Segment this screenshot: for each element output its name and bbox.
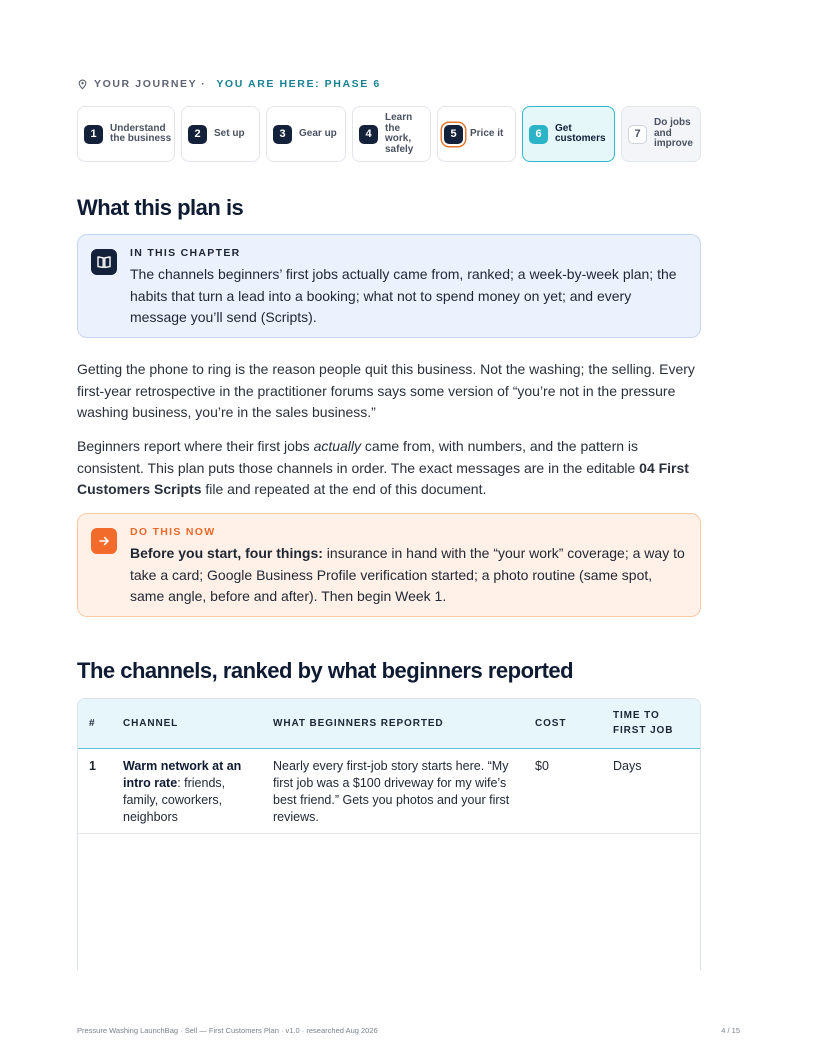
phase-label: Price it	[470, 127, 504, 139]
action-callout	[77, 513, 701, 617]
paragraph-text: file and repeated at the end of this document.	[201, 481, 487, 497]
chapter-callout	[77, 234, 701, 338]
section-heading-channels: The channels, ranked by what beginners reported	[77, 658, 574, 683]
phase-number: 3	[273, 125, 292, 144]
phase-number: 7	[628, 125, 647, 144]
phase-step-7[interactable]	[621, 106, 701, 162]
cell-rank: 1	[89, 759, 96, 773]
journey-separator: ·	[201, 78, 207, 90]
phase-label: Understand the business	[110, 122, 172, 144]
channels-table	[77, 698, 701, 970]
phase-number: 4	[359, 125, 378, 144]
phase-number: 1	[84, 125, 103, 144]
intro-paragraph: Getting the phone to ring is the reason people quit this business. Not the washing; the selling. Every first-year retrospective in the practitioner forums says some version of “you’re not in the pressure washing business, you’re in the sales business.”	[77, 361, 695, 420]
journey-current-phase: YOU ARE HERE: PHASE 6	[216, 78, 381, 90]
phase-step-5[interactable]	[437, 106, 516, 162]
callout-text: insurance in hand with the “your work” coverage; a way to take a card; Google Business Profile verification started; a photo routine (same spot, same angle, before and after). Then begin Week 1.	[130, 545, 685, 604]
phase-stepper	[77, 106, 701, 164]
callout-lead: Before you start, four things:	[130, 545, 323, 561]
phase-number: 2	[188, 125, 207, 144]
phase-label: Get customers	[555, 122, 606, 144]
phase-label: Learn the work, safely	[385, 112, 414, 155]
callout-body: The channels beginners’ first jobs actually came from, ranked; a week-by-week plan; the habits that turn a lead into a booking; what not to spend money on yet; and every message you’ll send (Scripts).	[130, 266, 677, 325]
phase-step-2[interactable]	[181, 106, 260, 162]
callout-title: DO THIS NOW	[130, 526, 216, 538]
phase-label: Do jobs and improve	[654, 117, 693, 150]
column-header-cost: COST	[535, 718, 567, 729]
column-header-reported: WHAT BEGINNERS REPORTED	[273, 718, 444, 729]
phase-number: 5	[444, 125, 463, 144]
book-icon	[91, 249, 117, 275]
paragraph-text: Beginners report where their first jobs	[77, 438, 314, 454]
table-row	[78, 749, 700, 834]
journey-title: YOUR JOURNEY	[94, 78, 198, 90]
column-header-channel: CHANNEL	[123, 718, 179, 729]
location-pin-icon	[77, 79, 88, 90]
cell-cost: $0	[535, 759, 549, 773]
table-header	[78, 699, 700, 749]
column-header-rank: #	[89, 718, 96, 729]
arrow-right-icon	[91, 528, 117, 554]
cell-channel	[123, 758, 251, 826]
cell-time: Days	[613, 759, 642, 773]
page-number: 4 / 15	[721, 1026, 740, 1035]
phase-step-3[interactable]	[266, 106, 346, 162]
phase-step-6[interactable]	[522, 106, 615, 162]
phase-label: Set up	[214, 127, 245, 139]
cell-reported: Nearly every first-job story starts here. “My first job was a $100 driveway for my wife’s best friend.” Gets you photos and your first reviews.	[273, 759, 510, 824]
callout-body	[130, 543, 686, 608]
phase-number: 6	[529, 125, 548, 144]
paragraph-emphasis: actually	[313, 438, 362, 454]
section-heading-plan: What this plan is	[77, 195, 244, 220]
paragraph-text: came from, with numbers, and the pattern is consistent. This plan puts those channels in order. The exact messages are in the editable	[77, 438, 640, 476]
channel-detail: : friends, family, coworkers, neighbors	[123, 776, 226, 824]
phase-step-1[interactable]	[77, 106, 175, 162]
channels-paragraph	[77, 436, 701, 501]
footer-title: Pressure Washing LaunchBag · Sell — First Customers Plan · v1.0 · researched Aug 2026	[77, 1026, 378, 1035]
phase-step-4[interactable]	[352, 106, 431, 162]
callout-title: IN THIS CHAPTER	[130, 247, 241, 259]
page-footer	[77, 1026, 740, 1035]
channel-name: Warm network at an intro rate	[123, 759, 242, 790]
scripts-file-name: 04 First Customers Scripts	[77, 459, 689, 497]
phase-label: Gear up	[299, 127, 337, 139]
journey-label	[77, 78, 381, 90]
column-header-time: TIME TO FIRST JOB	[613, 710, 674, 736]
